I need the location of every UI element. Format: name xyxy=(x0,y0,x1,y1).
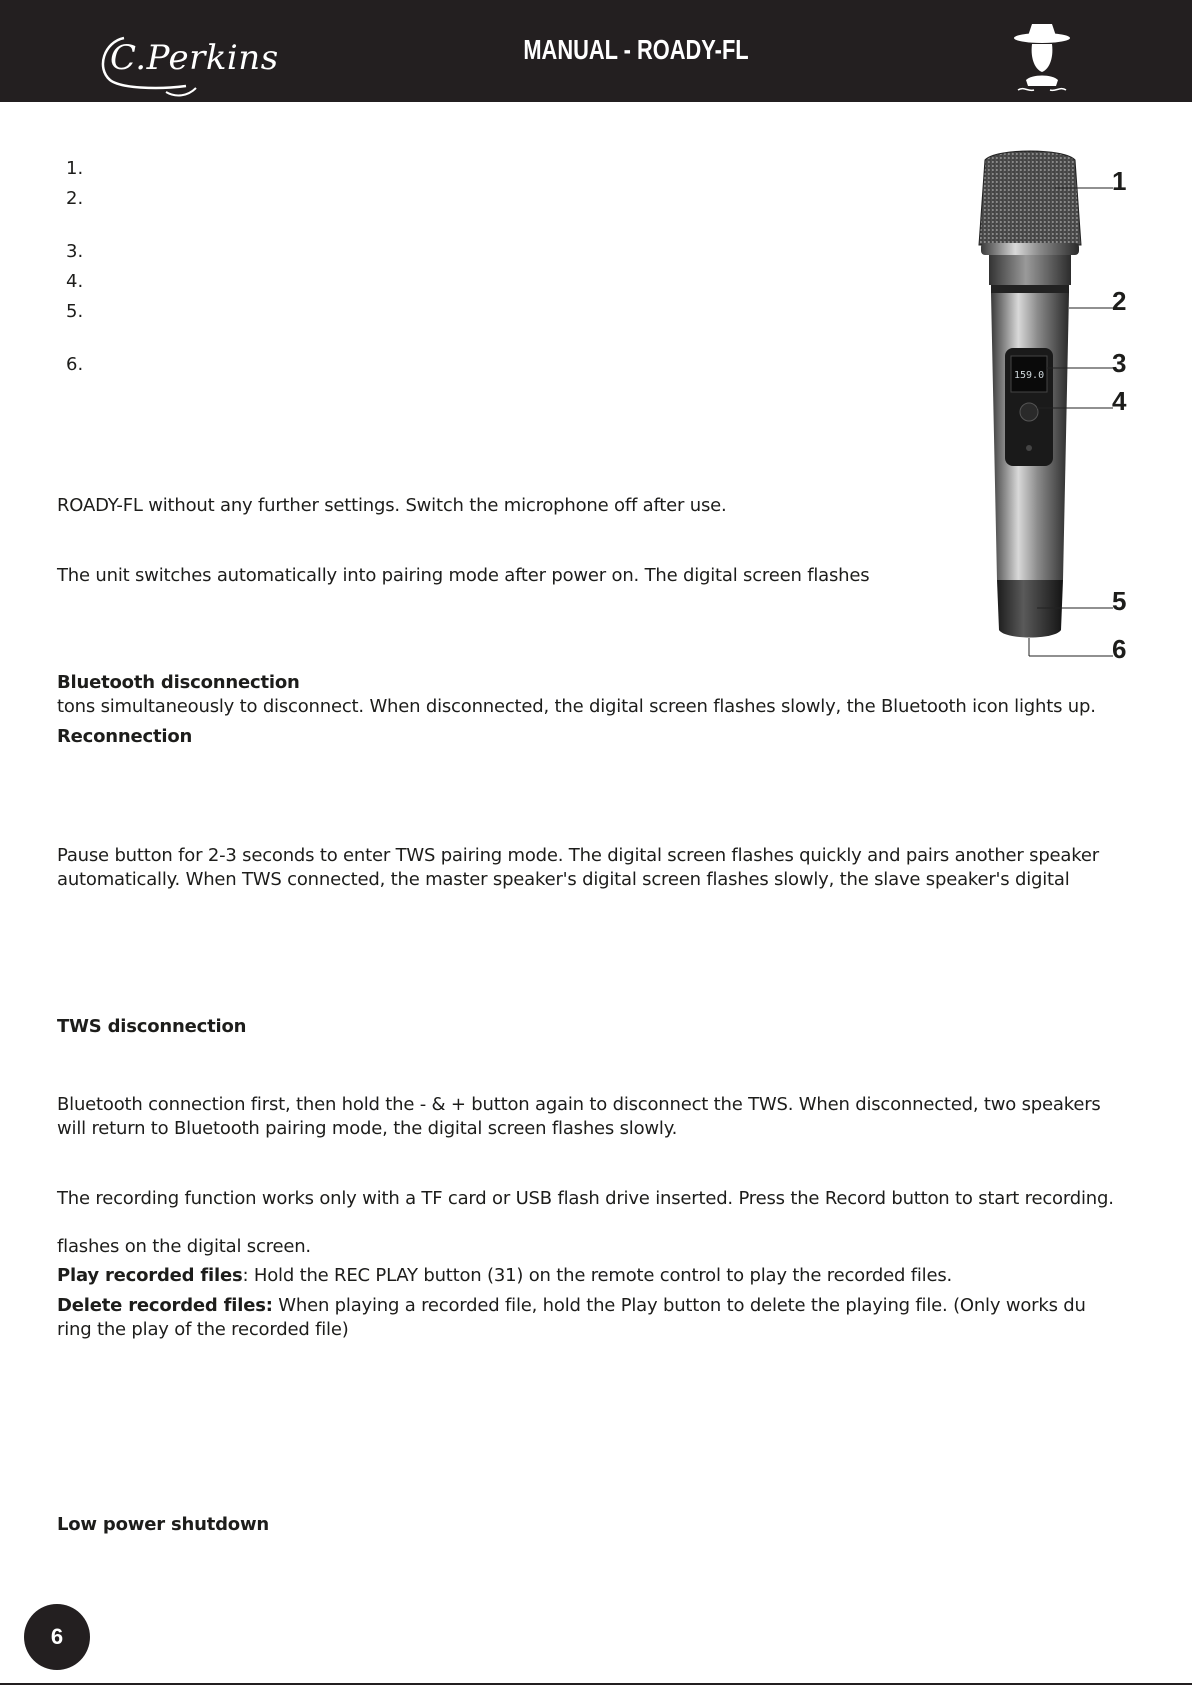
callout-5: 5 xyxy=(1112,586,1127,616)
page-header xyxy=(0,0,1192,102)
heading-reconnection: Reconnection xyxy=(57,726,193,747)
list-number-6: 6. xyxy=(66,354,84,375)
text-tws-disc-line-1: Bluetooth connection first, then hold the - & + button again to disconnect the TWS. When disconnected, two speakers xyxy=(57,1094,1101,1115)
heading-low-power-shutdown: Low power shutdown xyxy=(57,1514,270,1535)
play-recorded-files-text: : Hold the REC PLAY button (31) on the remote control to play the recorded files. xyxy=(242,1265,953,1286)
text-flashes-line: flashes on the digital screen. xyxy=(57,1236,311,1257)
callout-3: 3 xyxy=(1112,348,1127,378)
document-title: MANUAL - ROADY-FL xyxy=(523,34,749,65)
text-tws-line-2: automatically. When TWS connected, the master speaker's digital screen flashes slowly, the slave speaker's digital xyxy=(57,869,1070,890)
mascot-icon xyxy=(1012,20,1072,96)
text-pairing-line: The unit switches automatically into pairing mode after power on. The digital screen flashes xyxy=(57,565,870,586)
list-number-1: 1. xyxy=(66,158,84,179)
callout-2: 2 xyxy=(1112,286,1127,316)
play-recorded-files-line xyxy=(57,1264,952,1288)
list-number-2: 2. xyxy=(66,188,84,209)
callout-6: 6 xyxy=(1112,634,1127,664)
text-tws-disc-line-2: will return to Bluetooth pairing mode, the digital screen flashes slowly. xyxy=(57,1118,678,1139)
logo-text: C.Perkins xyxy=(110,38,279,78)
delete-recorded-files-text: When playing a recorded file, hold the Play button to delete the playing file. (Only works du xyxy=(272,1295,1086,1316)
delete-recorded-files-line xyxy=(57,1294,1086,1318)
page-number: 6 xyxy=(24,1604,90,1670)
list-number-3: 3. xyxy=(66,241,84,262)
text-roady-line: ROADY-FL without any further settings. Switch the microphone off after use. xyxy=(57,495,727,516)
text-recording-line: The recording function works only with a TF card or USB flash drive inserted. Press the Record button to start recording. xyxy=(57,1188,1114,1209)
text-bt-disconnection: tons simultaneously to disconnect. When disconnected, the digital screen flashes slowly, the Bluetooth icon lights up. xyxy=(57,696,1096,717)
list-number-5: 5. xyxy=(66,301,84,322)
delete-recorded-files-line-2: ring the play of the recorded file) xyxy=(57,1319,349,1340)
mic-display-readout: 159.0 xyxy=(1014,370,1045,381)
heading-tws-disconnection: TWS disconnection xyxy=(57,1016,247,1037)
heading-bluetooth-disconnection: Bluetooth disconnection xyxy=(57,672,300,693)
play-recorded-files-label: Play recorded files xyxy=(57,1265,243,1286)
delete-recorded-files-label: Delete recorded files: xyxy=(57,1295,273,1316)
microphone-illustration xyxy=(975,150,1175,670)
callout-1: 1 xyxy=(1112,166,1127,196)
text-tws-line-1: Pause button for 2-3 seconds to enter TWS pairing mode. The digital screen flashes quickly and pairs another speaker xyxy=(57,845,1099,866)
callout-4: 4 xyxy=(1112,386,1127,416)
list-number-4: 4. xyxy=(66,271,84,292)
brand-logo xyxy=(96,28,279,98)
